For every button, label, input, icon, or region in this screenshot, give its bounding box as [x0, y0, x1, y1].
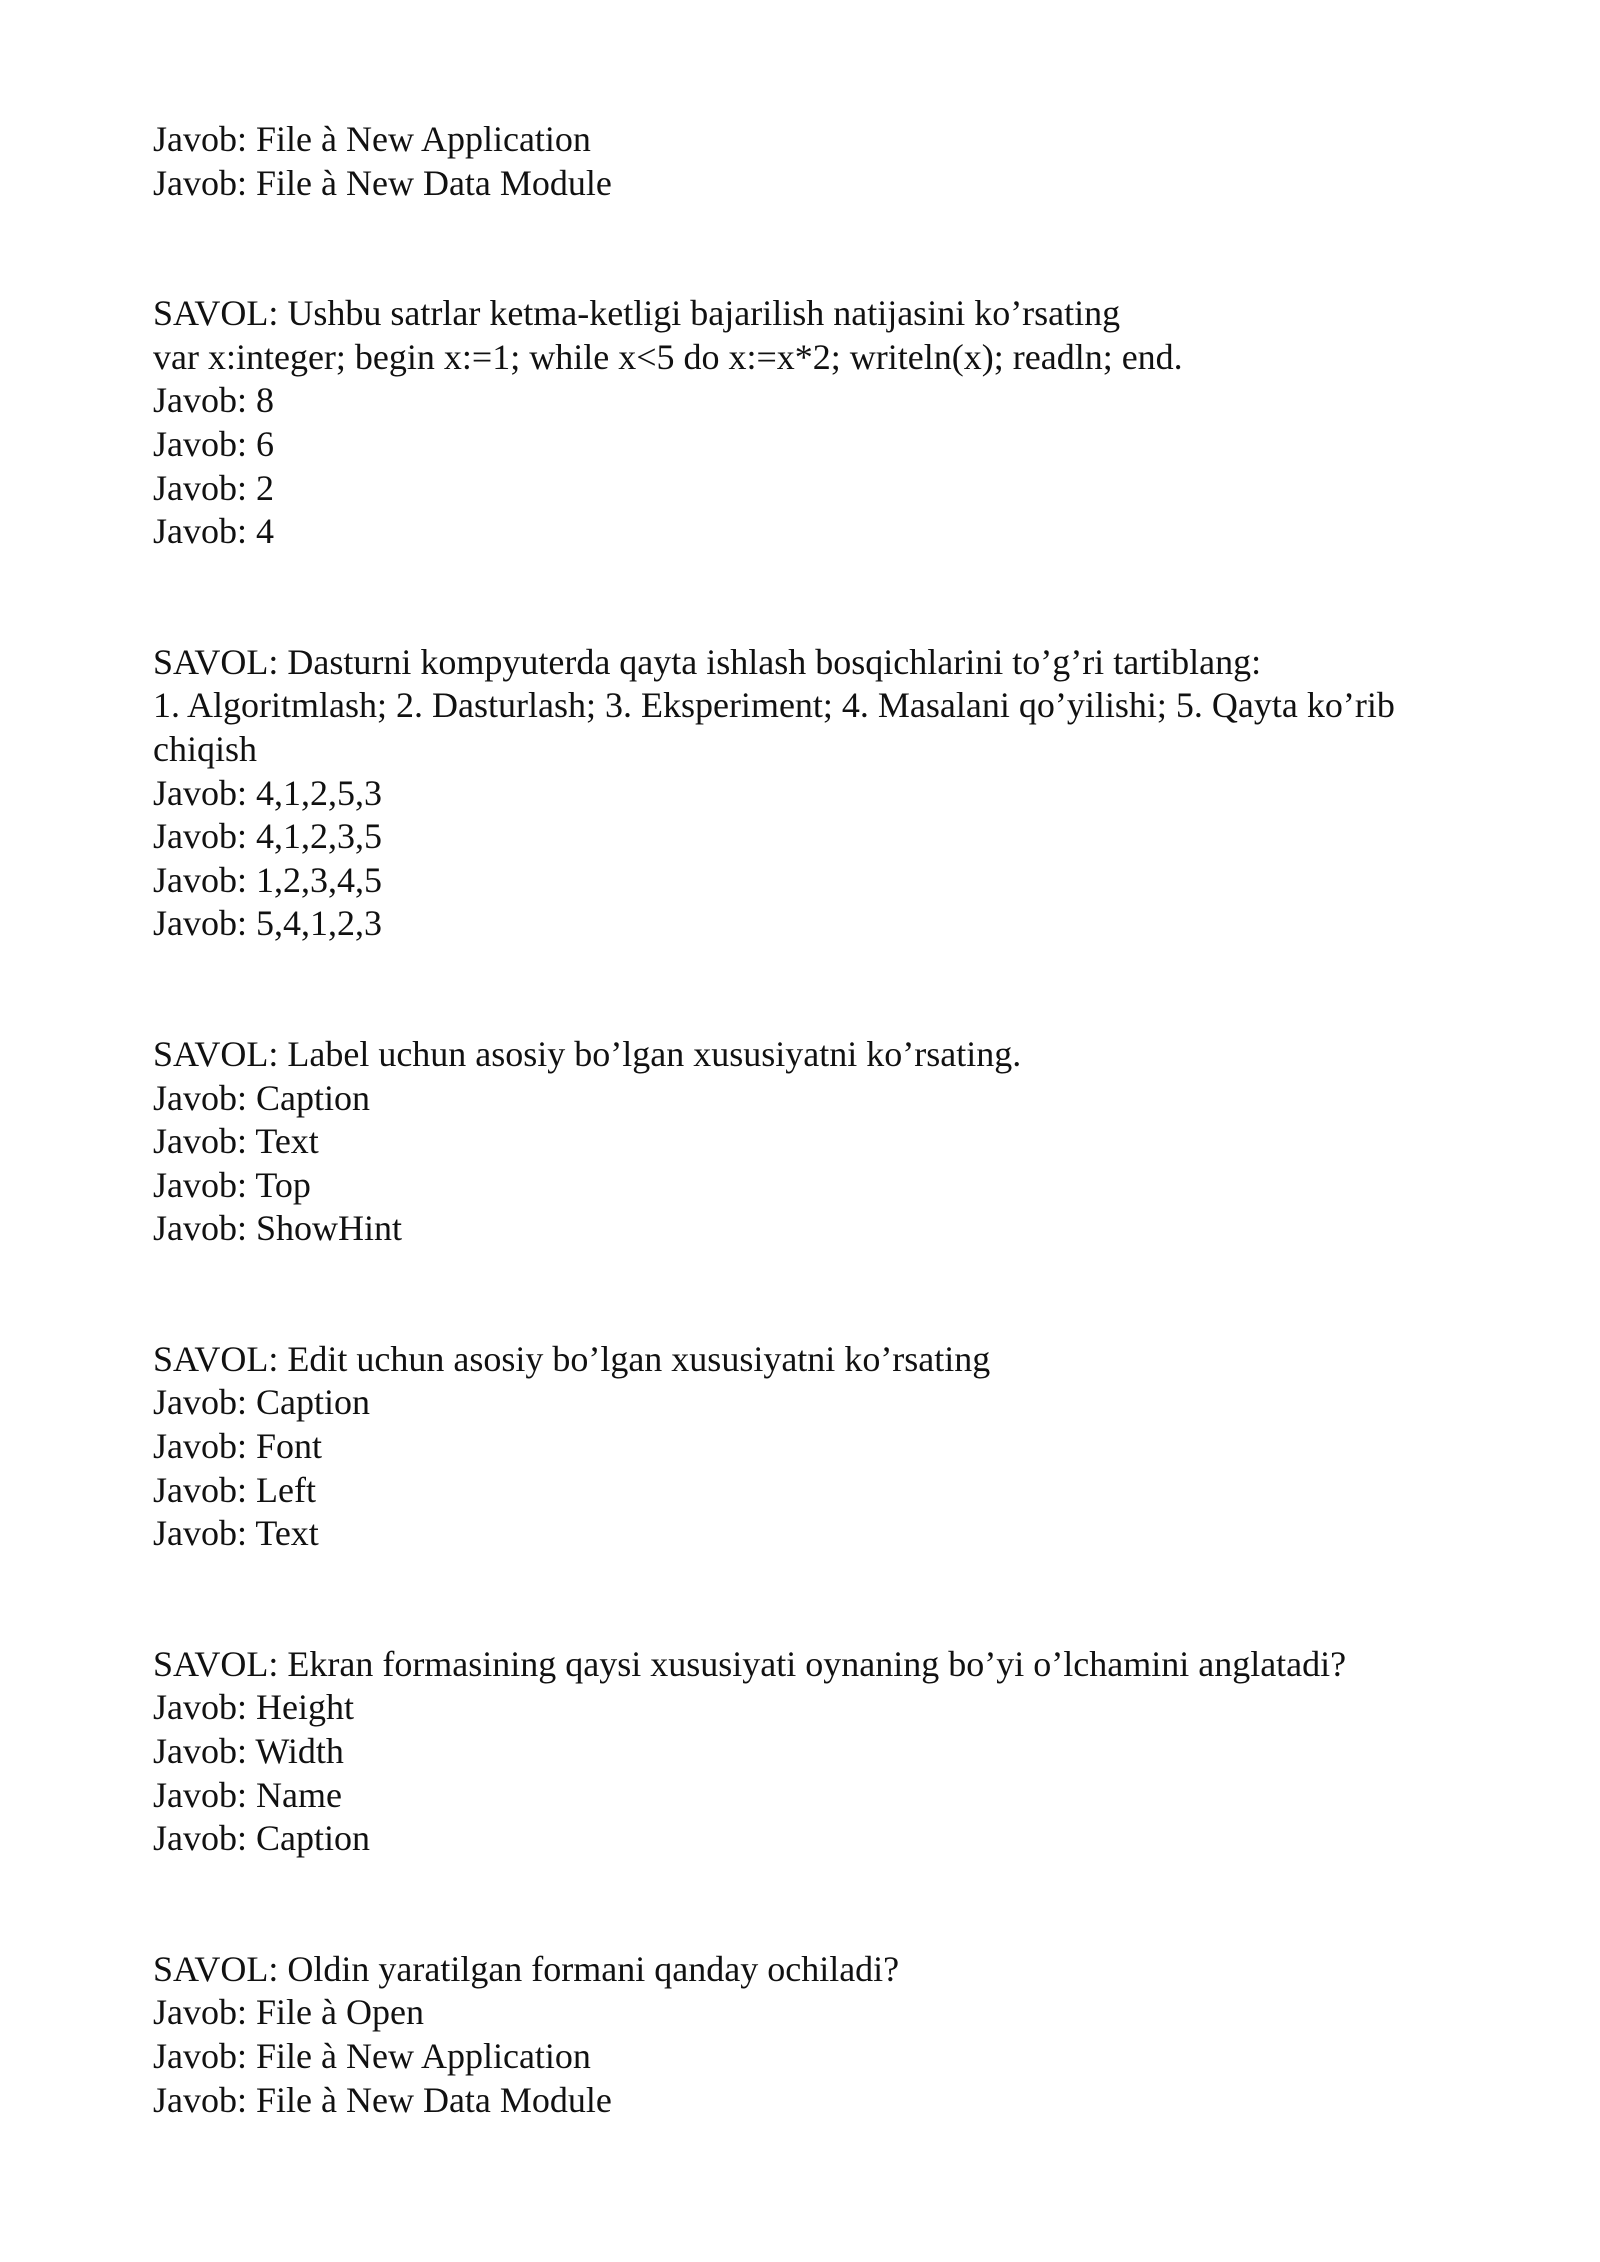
- answer-line: Javob: 5,4,1,2,3: [153, 903, 382, 944]
- question-block: [153, 641, 1480, 946]
- answer-line: Javob: File à New Application: [153, 119, 591, 159]
- answer-line: Javob: Height: [153, 1687, 354, 1728]
- answer-line: Javob: Caption: [153, 1818, 370, 1859]
- answer-line: Javob: File à New Data Module: [153, 2079, 612, 2120]
- question-block: [153, 292, 1480, 554]
- answer-line: Javob: 8: [153, 380, 274, 421]
- question-text: SAVOL: Ekran formasining qaysi xususiyati oynaning bo’yi o’lchamini anglatadi?: [153, 1643, 1347, 1684]
- question-block: [153, 1643, 1480, 1861]
- question-text: SAVOL: Label uchun asosiy bo’lgan xususiyatni ko’rsating.: [153, 1033, 1022, 1074]
- question-steps: 1. Algoritmlash; 2. Dasturlash; 3. Eksperiment; 4. Masalani qo’yilishi; 5. Qayta ko’rib chiqish: [153, 685, 1404, 769]
- answer-line: Javob: 2: [153, 467, 274, 508]
- answer-line: Javob: 4,1,2,3,5: [153, 816, 382, 857]
- question-text: SAVOL: Edit uchun asosiy bo’lgan xususiyatni ko’rsating: [153, 1338, 991, 1379]
- answer-line: Javob: Width: [153, 1731, 344, 1772]
- question-block: [153, 1948, 1480, 2122]
- answer-line: Javob: Top: [153, 1164, 311, 1205]
- question-block: [153, 1033, 1480, 1251]
- answer-line: Javob: Text: [153, 1513, 319, 1554]
- question-block: [153, 1338, 1480, 1556]
- answer-line: Javob: File à Open: [153, 1992, 424, 2033]
- answer-line: Javob: 6: [153, 423, 274, 464]
- answer-line: Javob: Text: [153, 1121, 319, 1162]
- answer-line: Javob: ShowHint: [153, 1208, 403, 1249]
- answer-line: Javob: File à New Data Module: [153, 162, 612, 203]
- answer-line: Javob: Left: [153, 1469, 316, 1510]
- intro-answers: [153, 118, 1480, 205]
- question-text: SAVOL: Dasturni kompyuterda qayta ishlash bosqichlarini to’g’ri tartiblang:: [153, 641, 1262, 682]
- answer-line: Javob: 4: [153, 511, 274, 552]
- answer-line: Javob: Name: [153, 1774, 342, 1815]
- answer-line: Javob: Caption: [153, 1382, 370, 1423]
- answer-line: Javob: 4,1,2,5,3: [153, 772, 382, 813]
- question-text: SAVOL: Ushbu satrlar ketma-ketligi bajarilish natijasini ko’rsating: [153, 293, 1121, 334]
- question-text: SAVOL: Oldin yaratilgan formani qanday ochiladi?: [153, 1948, 900, 1989]
- answer-line: Javob: Font: [153, 1426, 323, 1467]
- answer-line: Javob: 1,2,3,4,5: [153, 859, 382, 900]
- answer-line: Javob: Caption: [153, 1077, 370, 1118]
- answer-line: Javob: File à New Application: [153, 2036, 591, 2076]
- question-code: var x:integer; begin x:=1; while x<5 do x:=x*2; writeln(x); readln; end.: [153, 336, 1183, 377]
